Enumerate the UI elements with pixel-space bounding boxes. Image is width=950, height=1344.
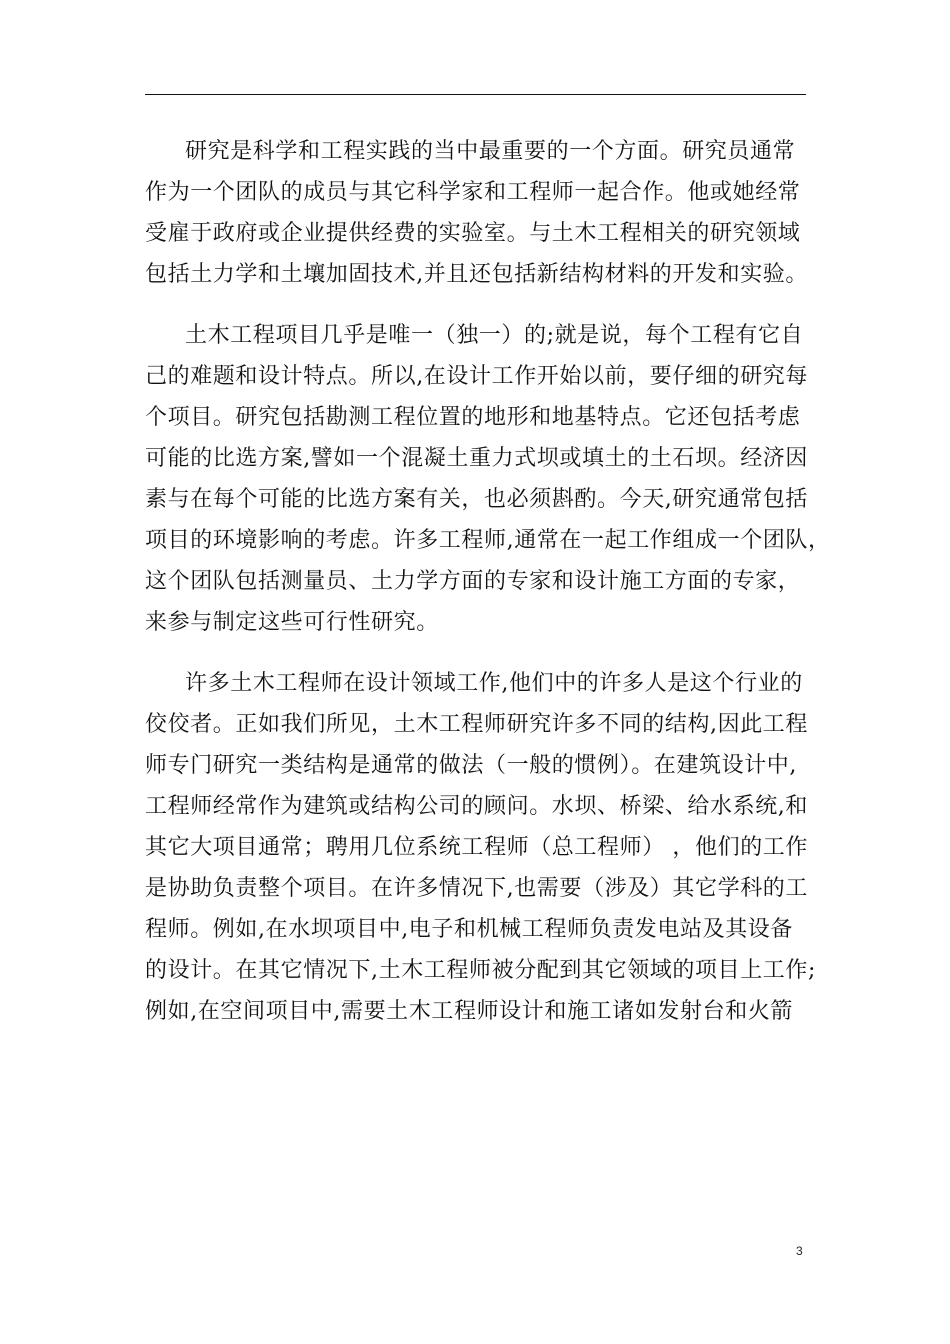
text-line: 包括土力学和土壤加固技术,并且还包括新结构材料的开发和实验。: [145, 262, 808, 287]
text-line: 程师。例如,在水坝项目中,电子和机械工程师负责发电站及其设备: [145, 917, 793, 942]
text-line: 其它大项目通常；聘用几位系统工程师（总工程师） ，他们的工作: [145, 835, 808, 860]
body-text: [145, 131, 831, 1052]
paragraph-research: [145, 131, 806, 295]
text-line: 佼佼者。正如我们所见，土木工程师研究许多不同的结构,因此工程: [145, 712, 808, 737]
paragraph-design: [145, 663, 817, 1032]
text-line: 工程师经常作为建筑或结构公司的顾问。水坝、桥梁、给水系统,和: [145, 794, 808, 819]
text-line: 土木工程项目几乎是唯一（独一）的;就是说，每个工程有它自: [185, 323, 804, 348]
text-line: 来参与制定这些可行性研究。: [145, 610, 439, 635]
header-rule: [145, 94, 806, 95]
text-line: 项目的环境影响的考虑。许多工程师,通常在一起工作组成一个团队，: [145, 528, 831, 553]
text-line: 受雇于政府或企业提供经费的实验室。与土木工程相关的研究领域: [145, 221, 801, 246]
text-line: 己的难题和设计特点。所以,在设计工作开始以前，要仔细的研究每: [145, 364, 808, 389]
text-line: 是协助负责整个项目。在许多情况下,也需要（涉及）其它学科的工: [145, 876, 808, 901]
text-line: 个项目。研究包括勘测工程位置的地形和地基特点。它还包括考虑: [145, 405, 801, 430]
text-line: 研究是科学和工程实践的当中最重要的一个方面。研究员通常: [185, 139, 796, 164]
text-line: 许多土木工程师在设计领域工作,他们中的许多人是这个行业的: [185, 671, 803, 696]
text-line: 例如,在空间项目中,需要土木工程师设计和施工诸如发射台和火箭: [145, 999, 793, 1024]
text-line: 作为一个团队的成员与其它科学家和工程师一起合作。他或她经常: [145, 180, 801, 205]
paragraph-feasibility: [145, 315, 831, 643]
text-line: 师专门研究一类结构是通常的做法（一般的惯例）。在建筑设计中,: [145, 753, 797, 778]
text-line: 这个团队包括测量员、土力学方面的专家和设计施工方面的专家，: [145, 569, 801, 594]
text-line: 的设计。在其它情况下,土木工程师被分配到其它领域的项目上工作;: [145, 958, 817, 983]
page-number: 3: [796, 1244, 803, 1258]
text-line: 素与在每个可能的比选方案有关，也必须斟酌。今天,研究通常包括: [145, 487, 808, 512]
text-line: 可能的比选方案,譬如一个混凝土重力式坝或填土的土石坝。经济因: [145, 446, 808, 471]
